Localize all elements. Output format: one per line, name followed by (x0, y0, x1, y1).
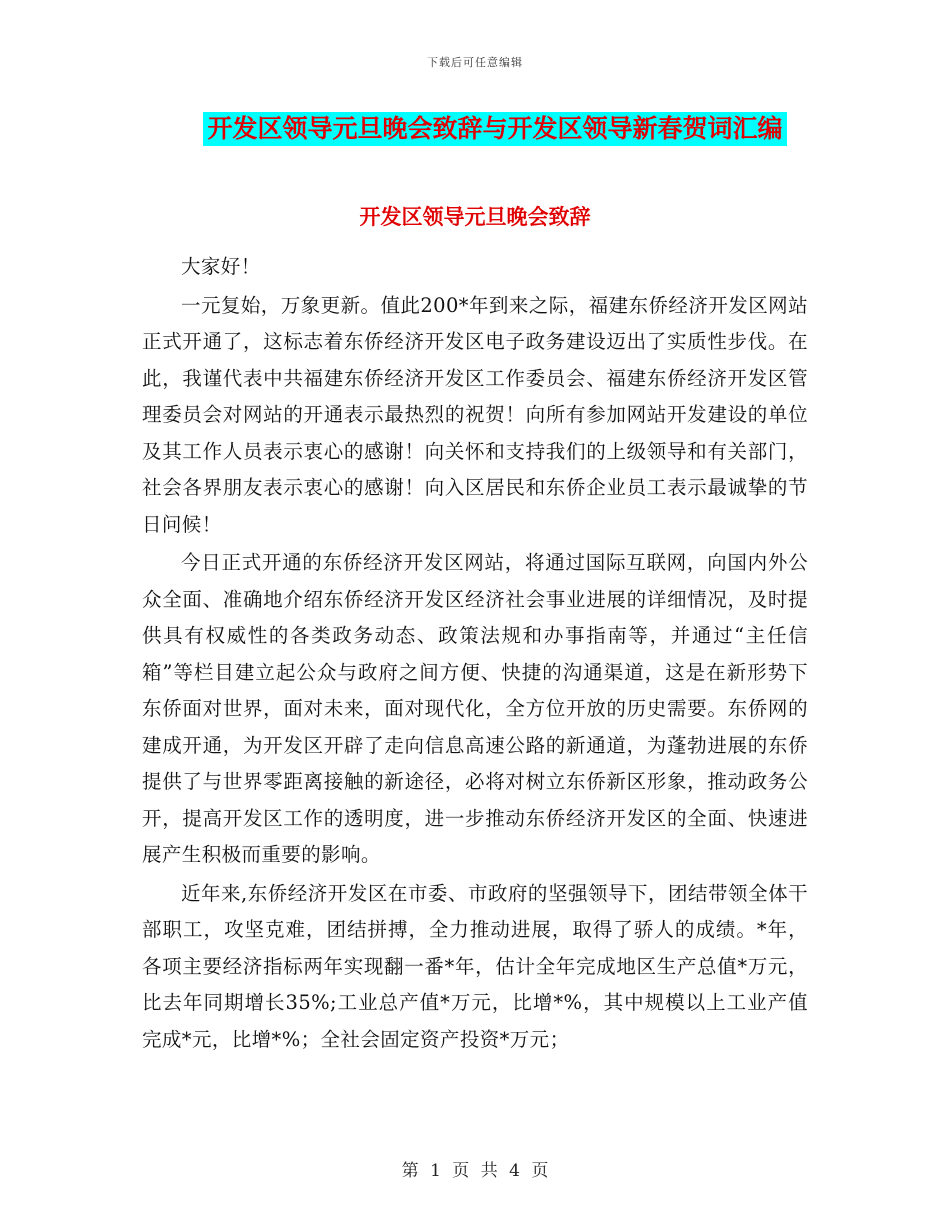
paragraph: 今日正式开通的东侨经济开发区网站，将通过国际互联网，向国内外公众全面、准确地介绍东侨经济开发区经济社会事业进展的详细情况，及时提供具有权威性的各类政务动态、政策法规和办事指南等，并通过“主任信箱”等栏目建立起公众与政府之间方便、快捷的沟通渠道，这是在新形势下东侨面对世界，面对未来，面对现代化，全方位开放的历史需要。东侨网的建成开通，为开发区开辟了走向信息高速公路的新通道，为蓬勃进展的东侨提供了与世界零距离接触的新途径，必将对树立东侨新区形象，推动政务公开，提高开发区工作的透明度，进一步推动东侨经济开发区的全面、快速进展产生积极而重要的影响。 (142, 551, 808, 866)
document-main-title: 开发区领导元旦晚会致辞与开发区领导新春贺词汇编 (203, 112, 786, 146)
section-title: 开发区领导元旦晚会致辞 (359, 205, 591, 229)
main-title-container (0, 112, 950, 146)
paragraph: 一元复始，万象更新。值此200*年到来之际，福建东侨经济开发区网站正式开通了，这标志着东侨经济开发区电子政务建设迈出了实质性步伐。在此，我谨代表中共福建东侨经济开发区工作委员会、福建东侨经济开发区管理委员会对网站的开通表示最热烈的祝贺！向所有参加网站开发建设的单位及其工作人员表示衷心的感谢！向关怀和支持我们的上级领导和有关部门，社会各界朋友表示衷心的感谢！向入区居民和东侨企业员工表示最诚挚的节日问候！ (142, 293, 808, 536)
paragraph-greeting: 大家好！ (181, 255, 261, 278)
document-body (142, 249, 808, 1060)
page-number-footer: 第 1 页 共 4 页 (401, 1161, 549, 1181)
paragraph: 近年来,东侨经济开发区在市委、市政府的坚强领导下，团结带领全体干部职工，攻坚克难，团结拼搏，全力推动进展，取得了骄人的成绩。*年，各项主要经济指标两年实现翻一番*年，估计全年完成地区生产总值*万元，比去年同期增长35%;工业总产值*万元，比增*%，其中规模以上工业产值完成*元，比增*%；全社会固定资产投资*万元； (142, 881, 808, 1051)
page-header-note: 下载后可任意编辑 (427, 56, 523, 69)
